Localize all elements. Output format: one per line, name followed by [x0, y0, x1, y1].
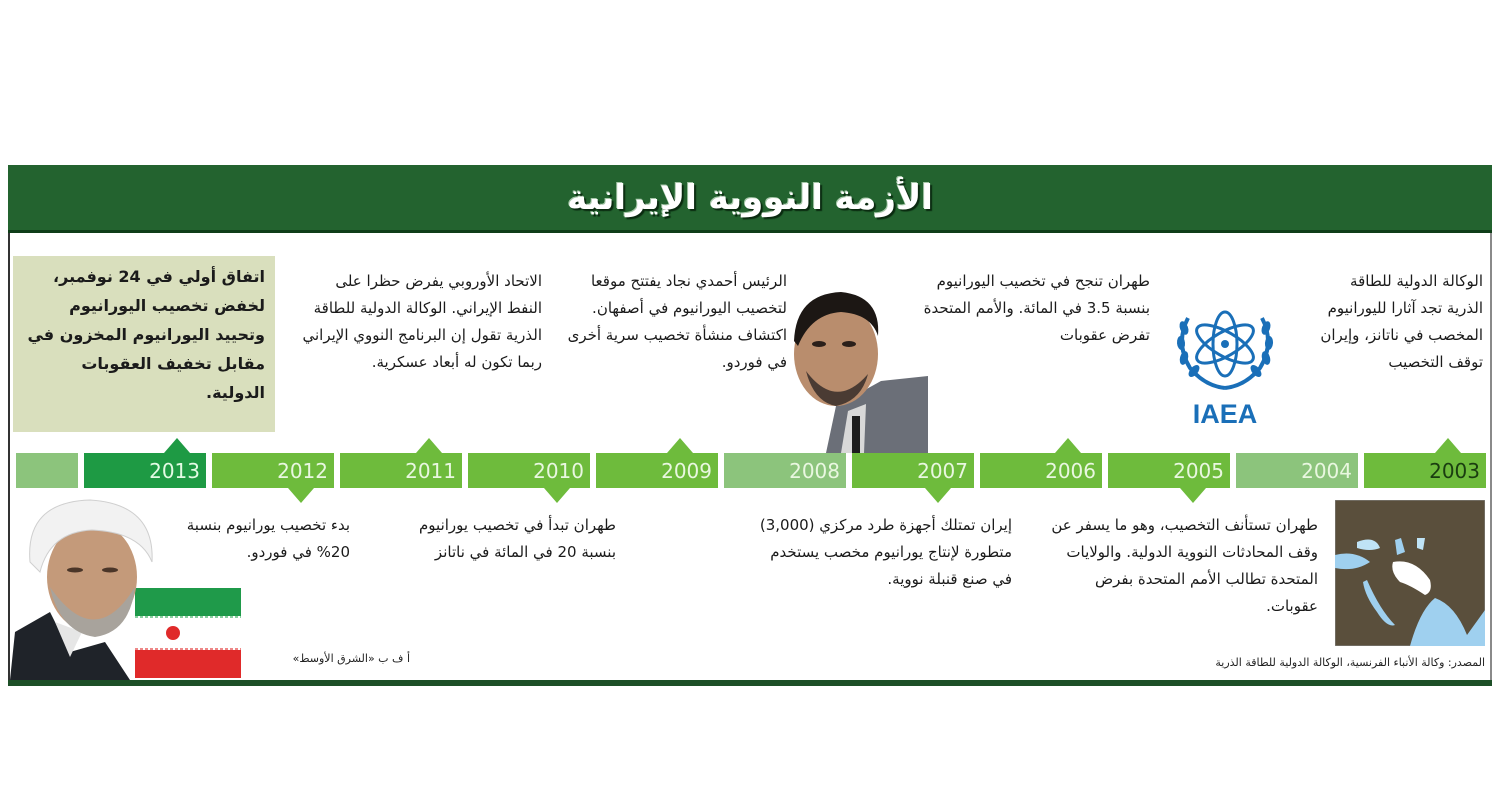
event-2012 [160, 512, 350, 566]
year-label: 2009 [661, 458, 712, 483]
event-text: الرئيس أحمدي نجاد يفتتح موقعا لتخصيب اليورانيوم في أصفهان. اكتشاف منشأة تخصيب سرية أخرى في فوردو. [567, 272, 787, 371]
event-2011 [300, 268, 542, 376]
timeline-year-2004 [1236, 453, 1358, 488]
year-label: 2010 [533, 458, 584, 483]
timeline-year-2010 [468, 453, 590, 488]
source-credit: المصدر: وكالة الأنباء الفرنسية، الوكالة الدولية للطاقة الذرية [1215, 656, 1485, 669]
event-text: اتفاق أولي في 24 نوفمبر، لخفض تخصيب اليورانيوم وتحييد اليورانيوم المخزون في مقابل تخفيف العقوبات الدولية. [27, 267, 265, 402]
title-bar [8, 165, 1492, 233]
timeline-year-2008 [724, 453, 846, 488]
marker-down-2005 [1180, 488, 1206, 503]
event-2013-highlight [13, 256, 275, 432]
timeline-bar [16, 453, 1486, 488]
portrait-rouhani [10, 492, 160, 680]
graphic-credit: أ ف ب «الشرق الأوسط» [292, 652, 410, 665]
atom-wreath-icon [1170, 298, 1280, 393]
timeline-year-2013 [84, 453, 206, 488]
marker-up-2013 [164, 438, 190, 453]
year-label: 2004 [1301, 458, 1352, 483]
timeline-year-2005 [1108, 453, 1230, 488]
event-2005 [1040, 512, 1318, 620]
page-title: الأزمة النووية الإيرانية [567, 177, 933, 218]
year-label: 2006 [1045, 458, 1096, 483]
iaea-label: IAEA [1192, 399, 1258, 429]
event-2006 [905, 268, 1150, 349]
event-text: طهران تستأنف التخصيب، وهو ما يسفر عن وقف المحادثات النووية الدولية. والولايات المتحدة تطالب الأمم المتحدة بفرض عقوبات. [1051, 516, 1318, 615]
event-text: إيران تمتلك أجهزة طرد مركزي (3,000) متطورة لإنتاج يورانيوم مخصب يستخدم في صنع قنبلة نووية. [759, 516, 1012, 588]
timeline-year-2003 [1364, 453, 1486, 488]
timeline-year-2012 [212, 453, 334, 488]
year-label: 2003 [1429, 458, 1480, 483]
year-label: 2008 [789, 458, 840, 483]
marker-down-2012 [288, 488, 314, 503]
event-text: طهران تبدأ في تخصيب يورانيوم بنسبة 20 في المائة في ناتانز [419, 516, 616, 561]
event-text: الوكالة الدولية للطاقة الذرية تجد آثارا لليورانيوم المخصب في ناتانز، وإيران توقف التخصيب [1320, 272, 1483, 371]
marker-up-2003 [1435, 438, 1461, 453]
timeline-year-2006 [980, 453, 1102, 488]
year-label: 2007 [917, 458, 968, 483]
marker-up-2009 [667, 438, 693, 453]
timeline-year-2009 [596, 453, 718, 488]
year-label: 2013 [149, 458, 200, 483]
event-text: الاتحاد الأوروبي يفرض حظرا على النفط الإيراني. الوكالة الدولية للطاقة الذرية تقول إن البرنامج النووي الإيراني ربما تكون له أبعاد عسكرية. [302, 272, 542, 371]
marker-up-2006 [1055, 438, 1081, 453]
event-2009 [565, 268, 787, 376]
year-label: 2012 [277, 458, 328, 483]
event-text: بدء تخصيب يورانيوم بنسبة 20% في فوردو. [186, 516, 350, 561]
timeline-year-2007 [852, 453, 974, 488]
middle-east-map-icon [1335, 500, 1485, 646]
year-label: 2005 [1173, 458, 1224, 483]
marker-up-2011 [416, 438, 442, 453]
event-text: طهران تنجح في تخصيب اليورانيوم بنسبة 3.5 في المائة. والأمم المتحدة تفرض عقوبات [923, 272, 1150, 344]
event-2010 [408, 512, 616, 566]
marker-down-2007 [925, 488, 951, 503]
timeline-segment-blank [16, 453, 78, 488]
iaea-logo [1170, 298, 1280, 430]
bottom-border [8, 680, 1492, 686]
timeline-year-2011 [340, 453, 462, 488]
year-label: 2011 [405, 458, 456, 483]
event-2003 [1318, 268, 1483, 376]
marker-down-2010 [544, 488, 570, 503]
event-2007 [750, 512, 1012, 593]
portrait-ahmadinejad [786, 286, 928, 453]
